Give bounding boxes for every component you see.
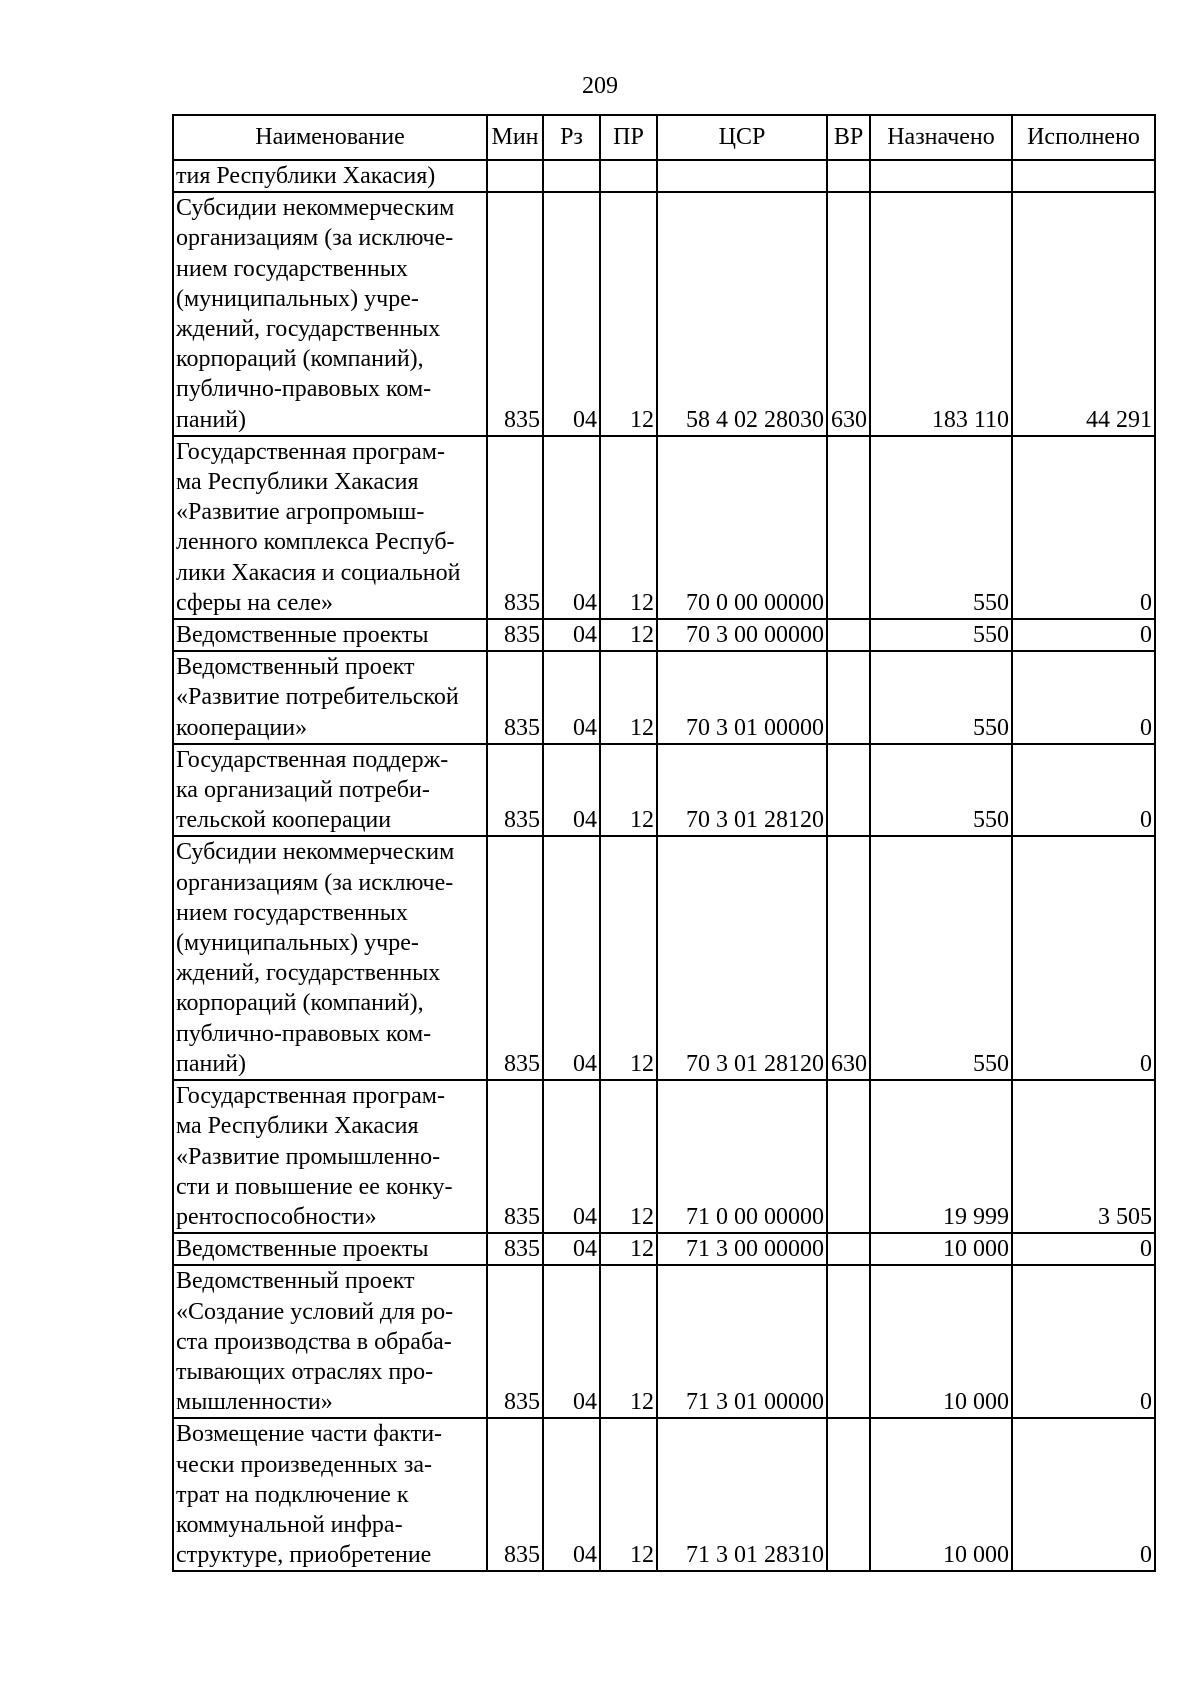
page-number: 209 [582,73,618,99]
executed-cell: 0 [1012,436,1155,619]
rz-cell: 04 [543,619,600,651]
name-line: публично-правовых ком- [176,1020,432,1047]
assigned-cell: 19 999 [870,1080,1012,1233]
pr-cell: 12 [600,436,657,619]
rz-cell: 04 [543,1265,600,1418]
table-header-row [173,115,1155,160]
vr-cell [827,1080,870,1233]
min-cell: 835 [487,651,543,744]
name-line: трат на подключение к [176,1481,409,1508]
name-line: «Развитие потребительской [176,684,459,711]
name-cell [173,836,487,1080]
name-line: «Развитие промышленно- [176,1143,441,1170]
name-line: тельской кооперации [176,807,392,834]
executed-cell [1012,160,1155,192]
csr-cell [657,160,827,192]
table-row [173,619,1155,651]
name-line: организациям (за исключе- [176,225,454,252]
vr-cell [827,160,870,192]
header-executed: Исполнено [1012,115,1155,160]
csr-cell: 71 0 00 00000 [657,1080,827,1233]
name-cell [173,436,487,619]
executed-cell: 0 [1012,836,1155,1080]
assigned-cell: 183 110 [870,192,1012,436]
rz-cell: 04 [543,436,600,619]
name-line: Субсидии некоммерческим [176,195,455,222]
table-row [173,1418,1155,1571]
vr-cell [827,651,870,744]
assigned-cell: 550 [870,619,1012,651]
name-line: Государственная програм- [176,438,445,465]
name-line: «Развитие агропромыш- [176,499,425,526]
vr-cell [827,1265,870,1418]
name-cell [173,1265,487,1418]
name-cell [173,192,487,436]
table-row [173,744,1155,837]
name-line: ста производства в обраба- [176,1328,452,1355]
name-line: Ведомственный проект [176,1268,415,1295]
table-row [173,192,1155,436]
executed-cell: 3 505 [1012,1080,1155,1233]
name-line: лики Хакасия и социальной [176,559,461,586]
header-csr: ЦСР [657,115,827,160]
name-line: Ведомственные проекты [176,622,429,649]
rz-cell: 04 [543,836,600,1080]
name-line: ждений, государственных [176,960,441,987]
name-line: корпораций (компаний), [176,346,424,373]
vr-cell: 630 [827,192,870,436]
name-line: кооперации» [176,714,308,741]
name-line: нием государственных [176,255,408,282]
name-line: мышленности» [176,1389,333,1416]
csr-cell: 71 3 01 00000 [657,1265,827,1418]
min-cell: 835 [487,836,543,1080]
vr-cell [827,1418,870,1571]
name-line: рентоспособности» [176,1203,377,1230]
executed-cell: 0 [1012,744,1155,837]
rz-cell: 04 [543,744,600,837]
name-line: сферы на селе» [176,589,333,616]
pr-cell: 12 [600,744,657,837]
name-line: Государственная програм- [176,1083,445,1110]
header-vr: ВР [827,115,870,160]
csr-cell: 58 4 02 28030 [657,192,827,436]
name-line: ждений, государственных [176,316,441,343]
name-line: чески произведенных за- [176,1451,432,1478]
min-cell: 835 [487,1265,543,1418]
name-line: «Создание условий для ро- [176,1298,454,1325]
pr-cell: 12 [600,192,657,436]
assigned-cell [870,160,1012,192]
assigned-cell: 10 000 [870,1233,1012,1265]
name-cell [173,160,487,192]
name-line: ка организаций потреби- [176,777,430,804]
pr-cell: 12 [600,1265,657,1418]
name-line: паний) [176,406,247,433]
name-line: (муниципальных) учре- [176,930,419,957]
min-cell: 835 [487,1233,543,1265]
name-line: ленного комплекса Респуб- [176,529,455,556]
name-line: тия Республики Хакасия) [176,163,436,189]
name-line: коммунальной инфра- [176,1511,403,1538]
executed-cell: 0 [1012,1265,1155,1418]
csr-cell: 70 0 00 00000 [657,436,827,619]
rz-cell [543,160,600,192]
assigned-cell: 550 [870,436,1012,619]
executed-cell: 0 [1012,651,1155,744]
table-row [173,160,1155,192]
name-cell [173,744,487,837]
assigned-cell: 10 000 [870,1265,1012,1418]
csr-cell: 70 3 01 28120 [657,744,827,837]
assigned-cell: 550 [870,836,1012,1080]
rz-cell: 04 [543,651,600,744]
min-cell: 835 [487,1418,543,1571]
name-line: сти и повышение ее конку- [176,1173,453,1200]
header-rz: Рз [543,115,600,160]
pr-cell: 12 [600,1418,657,1571]
table-row [173,436,1155,619]
name-cell [173,1418,487,1571]
table-row [173,836,1155,1080]
csr-cell: 70 3 00 00000 [657,619,827,651]
table-body [173,160,1155,1571]
budget-table [172,114,1156,1572]
name-line: нием государственных [176,899,408,926]
name-line: (муниципальных) учре- [176,285,419,312]
assigned-cell: 550 [870,651,1012,744]
csr-cell: 71 3 00 00000 [657,1233,827,1265]
rz-cell: 04 [543,192,600,436]
name-line: тывающих отраслях про- [176,1358,434,1385]
rz-cell: 04 [543,1418,600,1571]
name-line: ма Республики Хакасия [176,469,419,496]
table-row [173,1265,1155,1418]
name-line: структуре, приобретение [176,1542,432,1569]
header-min: Мин [487,115,543,160]
pr-cell: 12 [600,836,657,1080]
name-line: Ведомственный проект [176,654,415,681]
executed-cell: 0 [1012,1418,1155,1571]
header-assigned: Назначено [870,115,1012,160]
pr-cell: 12 [600,651,657,744]
name-line: паний) [176,1050,247,1077]
table-row [173,1080,1155,1233]
executed-cell: 0 [1012,1233,1155,1265]
executed-cell: 44 291 [1012,192,1155,436]
min-cell: 835 [487,1080,543,1233]
header-pr: ПР [600,115,657,160]
name-line: публично-правовых ком- [176,376,432,403]
pr-cell [600,160,657,192]
min-cell: 835 [487,192,543,436]
name-line: ма Республики Хакасия [176,1113,419,1140]
table-row [173,651,1155,744]
min-cell: 835 [487,436,543,619]
vr-cell [827,619,870,651]
name-line: Возмещение части факти- [176,1421,443,1448]
pr-cell: 12 [600,1233,657,1265]
min-cell: 835 [487,619,543,651]
executed-cell: 0 [1012,619,1155,651]
vr-cell: 630 [827,836,870,1080]
header-name: Наименование [173,115,487,160]
table-row [173,1233,1155,1265]
name-line: Субсидии некоммерческим [176,839,455,866]
name-line: организациям (за исключе- [176,869,454,896]
vr-cell [827,436,870,619]
name-cell [173,619,487,651]
name-cell [173,651,487,744]
min-cell: 835 [487,744,543,837]
rz-cell: 04 [543,1080,600,1233]
name-cell [173,1233,487,1265]
name-cell [173,1080,487,1233]
rz-cell: 04 [543,1233,600,1265]
assigned-cell: 550 [870,744,1012,837]
csr-cell: 70 3 01 28120 [657,836,827,1080]
name-line: Государственная поддерж- [176,746,449,773]
pr-cell: 12 [600,1080,657,1233]
name-line: корпораций (компаний), [176,990,424,1017]
name-line: Ведомственные проекты [176,1236,429,1263]
pr-cell: 12 [600,619,657,651]
vr-cell [827,744,870,837]
assigned-cell: 10 000 [870,1418,1012,1571]
vr-cell [827,1233,870,1265]
csr-cell: 70 3 01 00000 [657,651,827,744]
min-cell [487,160,543,192]
csr-cell: 71 3 01 28310 [657,1418,827,1571]
